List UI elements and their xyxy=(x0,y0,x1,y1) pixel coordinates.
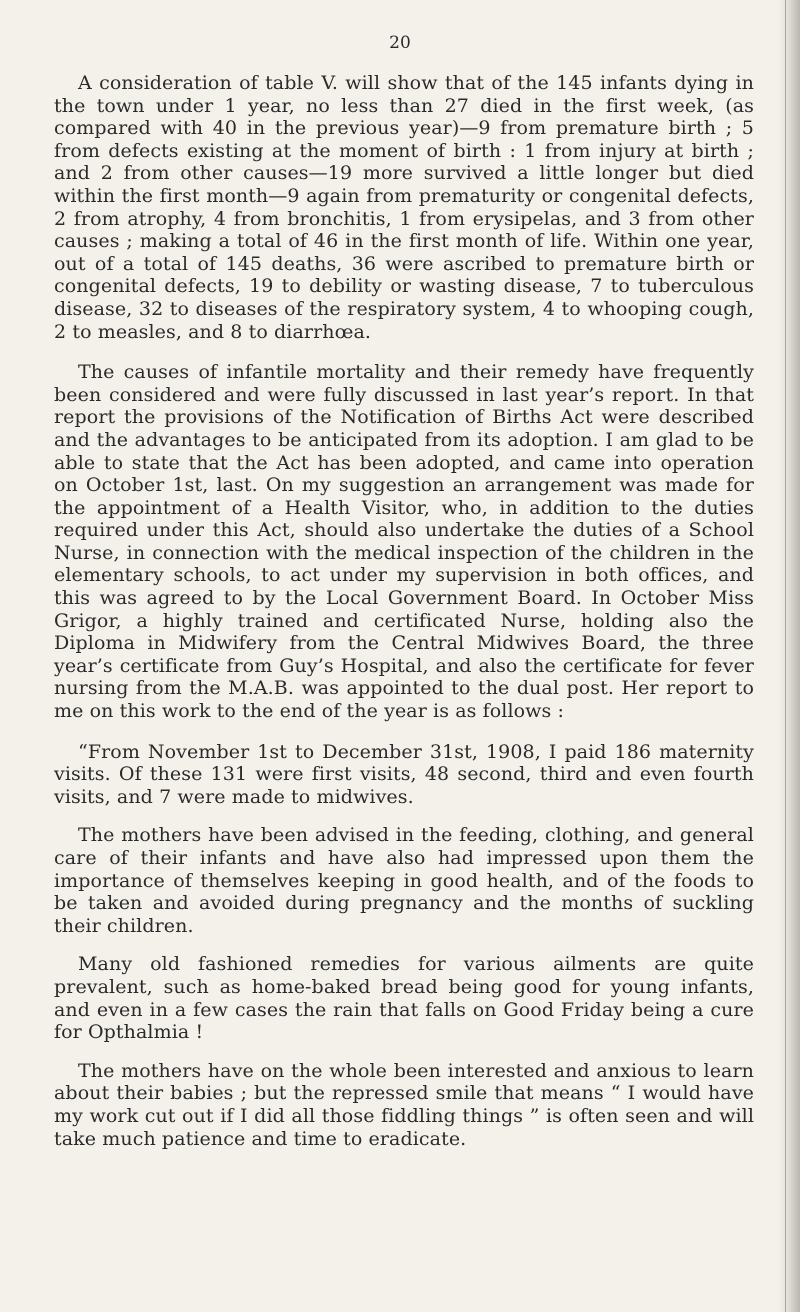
paragraph-maternity-visits: “From November 1st to December 31st, 1908, I paid 186 maternity visits. Of these 131 were first visits, 48 second, third and even fourth visits, and 7 were made to midwives. xyxy=(54,740,754,808)
page-body xyxy=(54,72,754,1168)
page-number: 20 xyxy=(389,33,411,53)
paragraph-infant-deaths: A consideration of table V. will show that of the 145 infants dying in the town under 1 year, no less than 27 died in the first week, (as compared with 40 in the previous year)—9 from premature birth ; 5 from defects existing at the moment of birth : 1 from injury at birth ; and 2 from other causes—19 more survived a little longer but died within the first month—9 again from prematurity or congenital defects, 2 from atrophy, 4 from bronchitis, 1 from erysipelas, and 3 from other causes ; making a total of 46 in the first month of life. Within one year, out of a total of 145 deaths, 36 were ascribed to premature birth or congenital defects, 19 to debility or wasting disease, 7 to tuberculous disease, 32 to diseases of the respiratory system, 4 to whooping cough, 2 to measles, and 8 to diarrhœa. xyxy=(54,72,754,343)
paragraph-notification-of-births: The causes of infantile mortality and their remedy have frequently been considered and were fully discussed in last year’s report. In that report the provisions of the Notification of Births Act were described and the advantages to be anticipated from its adoption. I am glad to be able to state that the Act has been adopted, and came into operation on October 1st, last. On my suggestion an arrangement was made for the appointment of a Health Visitor, who, in addition to the duties required under this Act, should also undertake the duties of a School Nurse, in connection with the medical inspection of the children in the elementary schools, to act under my supervision in both offices, and this was agreed to by the Local Government Board. In October Miss Grigor, a highly trained and certificated Nurse, holding also the Diploma in Midwifery from the Central Midwives Board, the three year’s certificate from Guy’s Hospital, and also the certificate for fever nursing from the M.A.B. was appointed to the dual post. Her report to me on this work to the end of the year is as follows : xyxy=(54,361,754,723)
page-edge-shadow xyxy=(778,0,800,1312)
paragraph-old-remedies: Many old fashioned remedies for various ailments are quite prevalent, such as home-baked bread being good for young infants, and even in a few cases the rain that falls on Good Friday being a cure for Opthalmia ! xyxy=(54,953,754,1044)
paragraph-mothers-advice: The mothers have been advised in the feeding, clothing, and general care of their infants and have also had impressed upon them the importance of themselves keeping in good health, and of the foods to be taken and avoided during pregnancy and the months of suckling their children. xyxy=(54,824,754,937)
paragraph-mothers-interest: The mothers have on the whole been interested and anxious to learn about their babies ; but the repressed smile that means “ I would have my work cut out if I did all those fiddling things ” is often seen and will take much patience and time to eradicate. xyxy=(54,1059,754,1150)
